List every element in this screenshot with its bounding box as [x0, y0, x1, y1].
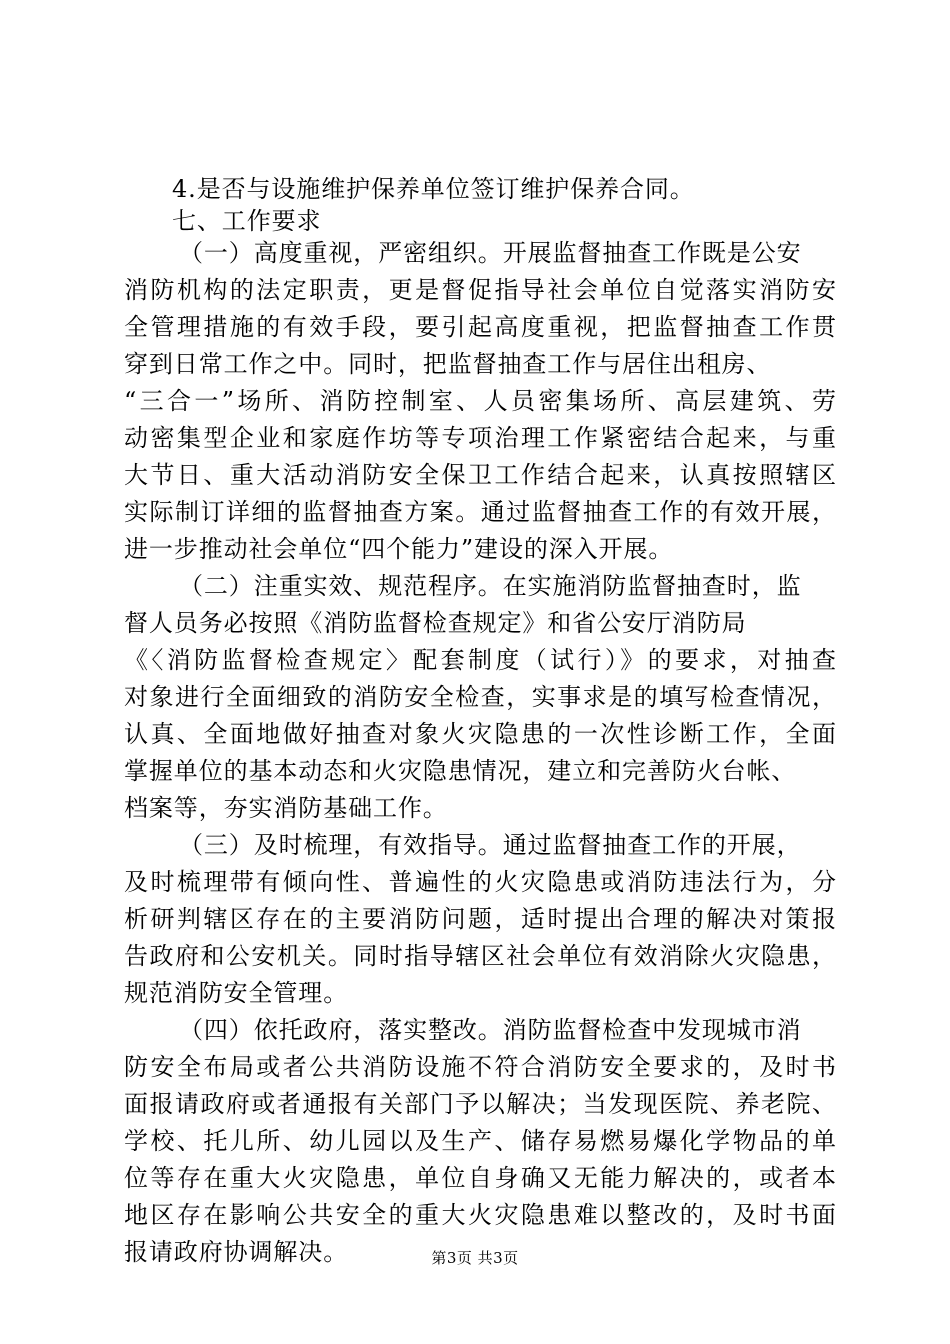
paragraph-line: （一）高度重视，严密组织。开展监督抽查工作既是公安: [179, 239, 802, 267]
paragraph-line: 地区存在影响公共安全的重大火灾隐患难以整改的，及时书面: [124, 1201, 836, 1229]
paragraph-line: （四）依托政府，落实整改。消防监督检查中发现城市消: [179, 1016, 802, 1044]
paragraph-line: 实际制订详细的监督抽查方案。通过监督抽查工作的有效开展，: [124, 498, 836, 526]
paragraph-line: 报请政府协调解决。: [124, 1238, 349, 1266]
paragraph-line: 及时梳理带有倾向性、普遍性的火灾隐患或消防违法行为，分: [124, 868, 836, 896]
section-heading: 七、工作要求: [172, 207, 322, 235]
paragraph-line: （二）注重实效、规范程序。在实施消防监督抽查时，监: [179, 572, 802, 600]
paragraph-line: 学校、托儿所、幼儿园以及生产、储存易燃易爆化学物品的单: [124, 1127, 836, 1155]
paragraph-line: 档案等，夯实消防基础工作。: [124, 794, 448, 822]
paragraph-line: 穿到日常工作之中。同时，把监督抽查工作与居住出租房、: [124, 350, 772, 378]
paragraph-line: 析研判辖区存在的主要消防问题，适时提出合理的解决对策报: [124, 905, 836, 933]
paragraph-line: 全管理措施的有效手段，要引起高度重视，把监督抽查工作贯: [124, 313, 836, 341]
paragraph-line: （三）及时梳理，有效指导。通过监督抽查工作的开展，: [179, 831, 802, 859]
list-item-text: 4.是否与设施维护保养单位签订维护保养合同。: [172, 175, 695, 203]
paragraph-line: 进一步推动社会单位“四个能力”建设的深入开展。: [124, 535, 674, 563]
paragraph-line: 防安全布局或者公共消防设施不符合消防安全要求的，及时书: [124, 1053, 836, 1081]
paragraph-line: 对象进行全面细致的消防安全检查，实事求是的填写检查情况，: [124, 683, 836, 711]
paragraph-line: 掌握单位的基本动态和火灾隐患情况，建立和完善防火台帐、: [124, 757, 797, 785]
paragraph-line: 规范消防安全管理。: [124, 979, 349, 1007]
paragraph-line: 认真、全面地做好抽查对象火灾隐患的一次性诊断工作，全面: [124, 720, 836, 748]
paragraph-line: 《〈消防监督检查规定〉配套制度（试行）》的要求，对抽查: [124, 646, 836, 674]
paragraph-line: 告政府和公安机关。同时指导辖区社会单位有效消除火灾隐患，: [124, 942, 836, 970]
paragraph-line: 大节日、重大活动消防安全保卫工作结合起来，认真按照辖区: [124, 461, 836, 489]
paragraph-line: 消防机构的法定职责，更是督促指导社会单位自觉落实消防安: [124, 276, 836, 304]
page-number: 第3页 共3页: [431, 1249, 519, 1267]
paragraph-line: 督人员务必按照《消防监督检查规定》和省公安厅消防局: [124, 609, 747, 637]
paragraph-line: 面报请政府或者通报有关部门予以解决；当发现医院、养老院、: [124, 1090, 836, 1118]
paragraph-line: “三合一”场所、消防控制室、人员密集场所、高层建筑、劳: [124, 387, 836, 415]
paragraph-line: 位等存在重大火灾隐患，单位自身确又无能力解决的，或者本: [124, 1164, 836, 1192]
paragraph-line: 动密集型企业和家庭作坊等专项治理工作紧密结合起来，与重: [124, 424, 836, 452]
